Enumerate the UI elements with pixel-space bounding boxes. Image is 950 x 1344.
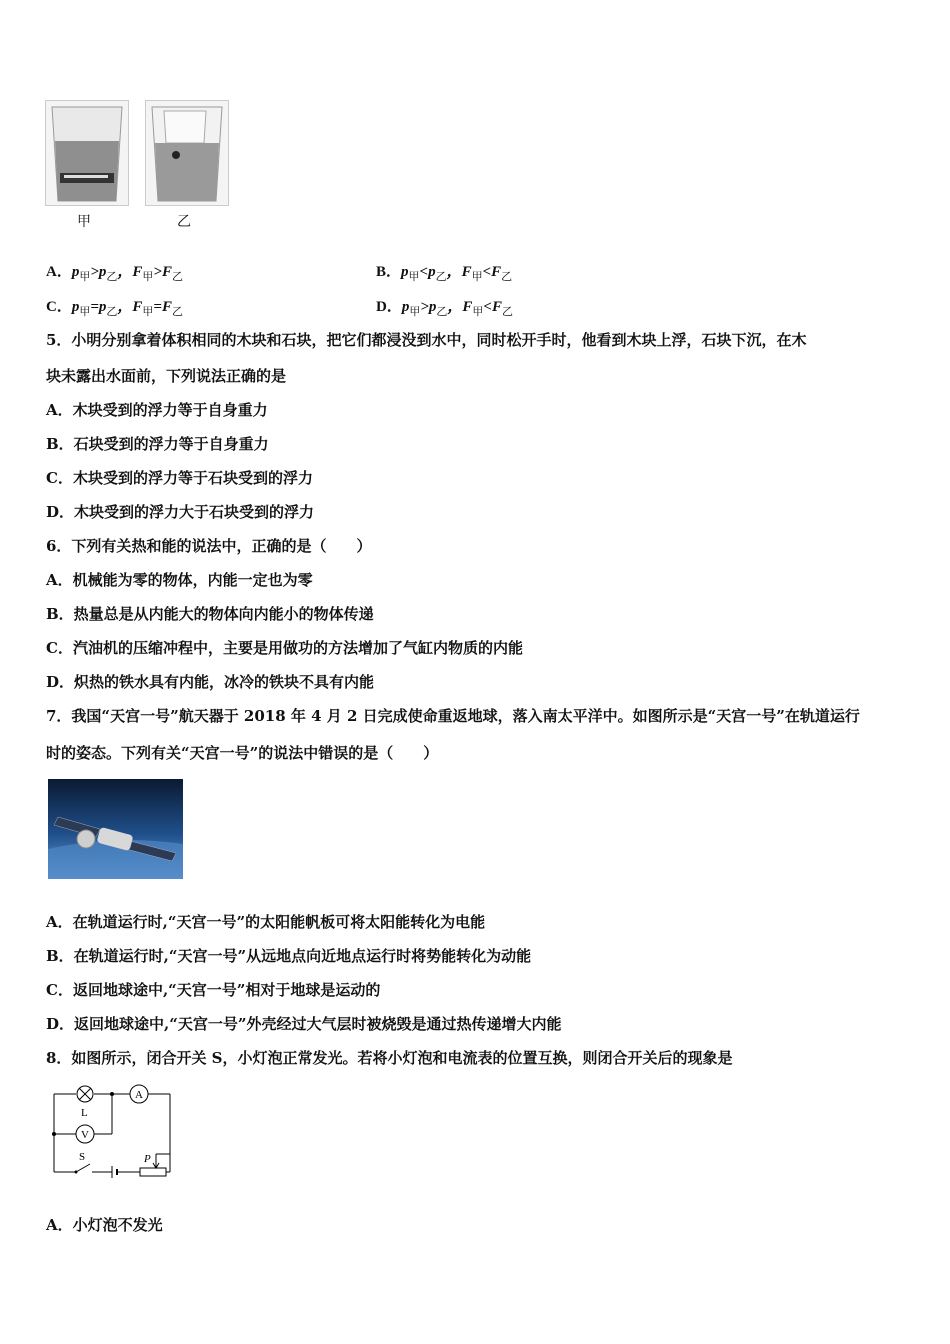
- q6-option-b: B．热量总是从内能大的物体向内能小的物体传递: [46, 605, 374, 623]
- ammeter-symbol: [130, 1085, 148, 1103]
- circuit-diagram: [46, 1080, 181, 1180]
- q7-stem-line2: 时的姿态。下列有关“天宫一号”的说法中错误的是（ ）: [46, 744, 439, 762]
- q7-option-b: B．在轨道运行时,“天宫一号”从远地点向近地点运行时将势能转化为动能: [46, 947, 532, 965]
- q7-option-d: D．返回地球途中,“天宫一号”外壳经过大气层时被烧毁是通过热传递增大内能: [46, 1015, 562, 1033]
- lamp-label: L: [81, 1107, 88, 1119]
- rheostat-label: P: [144, 1153, 151, 1165]
- q4-option-d: D．$p_甲>p_乙$，$F_甲<F_乙$: [376, 299, 513, 318]
- q6-option-d: D．炽热的铁水具有内能，冰冷的铁块不具有内能: [46, 673, 375, 691]
- switch-label: S: [79, 1151, 86, 1163]
- figure-label-jia: 甲: [77, 214, 91, 230]
- lamp-symbol: [77, 1086, 93, 1119]
- q4-option-a: A．$p_甲>p_乙$，$F_甲>F_乙$: [46, 264, 183, 283]
- ammeter-label: A: [135, 1089, 143, 1101]
- q8-stem: 8．如图所示，闭合开关 S，小灯泡正常发光。若将小灯泡和电流表的位置互换，则闭合开关后的现象是: [46, 1049, 733, 1067]
- q6-option-c: C．汽油机的压缩冲程中，主要是用做功的方法增加了气缸内物质的内能: [46, 639, 523, 657]
- voltmeter-label: V: [81, 1129, 89, 1141]
- q5-option-a: A．木块受到的浮力等于自身重力: [46, 401, 268, 419]
- tiangong-photo: [48, 779, 183, 879]
- q5-stem-line2: 块未露出水面前，下列说法正确的是: [46, 367, 287, 385]
- q7-option-a: A．在轨道运行时,“天宫一号”的太阳能帆板可将太阳能转化为电能: [46, 913, 486, 931]
- q5-stem-line1: 5．小明分别拿着体积相同的木块和石块，把它们都浸没到水中，同时松开手时，他看到木块上浮，石块下沉，在木: [46, 331, 807, 349]
- beaker-photo-jia: [45, 100, 129, 206]
- rheostat-symbol: [140, 1153, 170, 1176]
- q6-stem: 6．下列有关热和能的说法中，正确的是（ ）: [46, 537, 372, 555]
- q4-option-b: B．$p_甲<p_乙$，$F_甲<F_乙$: [376, 264, 513, 283]
- figure-label-yi: 乙: [177, 214, 191, 230]
- q5-option-c: C．木块受到的浮力等于石块受到的浮力: [46, 469, 313, 487]
- q7-stem-line1: 7．我国“天宫一号”航天器于 2018 年 4 月 2 日完成使命重返地球，落入南太平洋中。如图所示是“天宫一号”在轨道运行: [46, 707, 860, 725]
- q5-option-d: D．木块受到的浮力大于石块受到的浮力: [46, 503, 315, 521]
- q8-option-a: A．小灯泡不发光: [46, 1216, 163, 1234]
- q7-option-c: C．返回地球途中,“天宫一号”相对于地球是运动的: [46, 981, 381, 999]
- voltmeter-symbol: [76, 1125, 94, 1143]
- beaker-photo-yi: [145, 100, 229, 206]
- q5-option-b: B．石块受到的浮力等于自身重力: [46, 435, 269, 453]
- battery-symbol: [112, 1166, 117, 1178]
- switch-symbol: [75, 1151, 91, 1174]
- q6-option-a: A．机械能为零的物体，内能一定也为零: [46, 571, 313, 589]
- q4-option-c: C．$p_甲=p_乙$，$F_甲=F_乙$: [46, 299, 183, 318]
